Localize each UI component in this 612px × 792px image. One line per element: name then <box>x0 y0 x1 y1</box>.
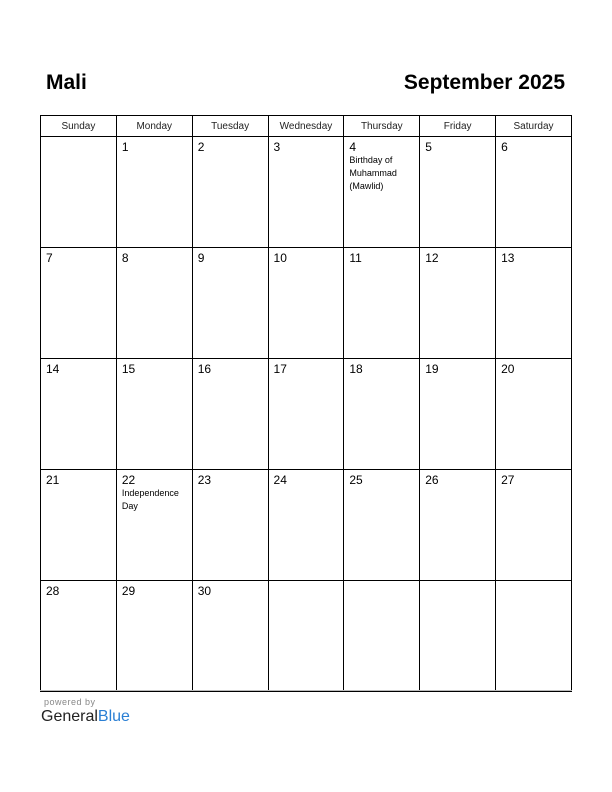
brand-logo[interactable] <box>41 708 130 726</box>
day-cell[interactable] <box>268 359 344 470</box>
calendar-grid <box>40 115 572 692</box>
week-row <box>41 581 572 692</box>
weekday-header: Friday <box>420 116 496 137</box>
day-cell[interactable] <box>192 248 268 359</box>
day-cell[interactable] <box>420 581 496 692</box>
day-cell[interactable] <box>496 581 572 692</box>
day-cell[interactable] <box>41 470 117 581</box>
week-row <box>41 248 572 359</box>
weekday-header-row <box>41 116 572 137</box>
day-number: 21 <box>46 473 60 487</box>
day-number: 10 <box>273 251 287 265</box>
day-number: 8 <box>121 251 129 265</box>
day-number: 12 <box>425 251 439 265</box>
day-cell[interactable] <box>268 470 344 581</box>
day-number: 5 <box>425 140 432 154</box>
week-row <box>41 359 572 470</box>
day-cell[interactable] <box>41 359 117 470</box>
holiday-label: Independence Day <box>121 488 179 511</box>
day-cell[interactable] <box>420 137 496 248</box>
day-cell[interactable] <box>268 137 344 248</box>
day-number: 2 <box>197 140 205 154</box>
day-cell[interactable] <box>344 581 420 692</box>
day-number: 26 <box>425 473 439 487</box>
day-cell[interactable] <box>420 470 496 581</box>
month-year-title: September 2025 <box>403 71 565 94</box>
day-cell[interactable] <box>116 581 192 692</box>
day-number: 19 <box>425 362 439 376</box>
country-title: Mali <box>46 71 87 94</box>
day-number: 14 <box>46 362 60 376</box>
day-cell[interactable] <box>116 359 192 470</box>
day-cell[interactable] <box>496 137 572 248</box>
day-number: 3 <box>273 140 281 154</box>
day-cell[interactable] <box>192 359 268 470</box>
weekday-header: Tuesday <box>192 116 268 137</box>
brand-general: General <box>41 708 98 725</box>
day-number: 22 <box>121 473 136 487</box>
weekday-header: Saturday <box>496 116 572 137</box>
day-cell[interactable] <box>344 137 420 248</box>
day-number: 28 <box>46 584 60 598</box>
day-number: 9 <box>197 251 205 265</box>
day-cell[interactable] <box>344 470 420 581</box>
day-number: 29 <box>121 584 136 598</box>
day-cell[interactable] <box>116 248 192 359</box>
day-cell[interactable] <box>344 359 420 470</box>
day-cell[interactable] <box>192 137 268 248</box>
day-cell[interactable] <box>41 581 117 692</box>
week-row <box>41 470 572 581</box>
day-cell[interactable] <box>496 248 572 359</box>
day-number: 16 <box>197 362 212 376</box>
day-cell[interactable] <box>268 581 344 692</box>
day-number: 20 <box>501 362 515 376</box>
day-number: 24 <box>273 473 287 487</box>
day-cell[interactable] <box>116 137 192 248</box>
day-cell[interactable] <box>420 248 496 359</box>
brand-blue: Blue <box>97 708 130 725</box>
day-number: 1 <box>121 140 129 154</box>
day-number: 30 <box>197 584 212 598</box>
day-number: 4 <box>349 140 357 154</box>
weekday-header: Thursday <box>344 116 420 137</box>
weekday-header: Wednesday <box>268 116 344 137</box>
day-cell[interactable] <box>192 581 268 692</box>
day-cell[interactable] <box>496 470 572 581</box>
day-cell[interactable] <box>268 248 344 359</box>
footer-divider <box>40 690 572 691</box>
day-number: 23 <box>197 473 212 487</box>
day-number: 7 <box>46 251 53 265</box>
day-cell[interactable] <box>192 470 268 581</box>
day-number: 17 <box>273 362 287 376</box>
day-cell[interactable] <box>496 359 572 470</box>
day-cell[interactable] <box>41 137 117 248</box>
week-row <box>41 137 572 248</box>
powered-by-text: powered by <box>44 697 96 707</box>
day-number: 13 <box>501 251 515 265</box>
holiday-label: Birthday of Muhammad (Mawlid) <box>349 155 397 191</box>
day-cell[interactable] <box>41 248 117 359</box>
day-number: 11 <box>349 251 362 265</box>
weekday-header: Sunday <box>41 116 117 137</box>
day-cell[interactable] <box>344 248 420 359</box>
day-cell[interactable] <box>420 359 496 470</box>
calendar-body <box>41 137 572 692</box>
day-number: 18 <box>349 362 363 376</box>
day-number: 27 <box>501 473 515 487</box>
weekday-header: Monday <box>116 116 192 137</box>
day-number: 6 <box>501 140 508 154</box>
day-number: 25 <box>349 473 363 487</box>
day-number: 15 <box>121 362 136 376</box>
day-cell[interactable] <box>116 470 192 581</box>
